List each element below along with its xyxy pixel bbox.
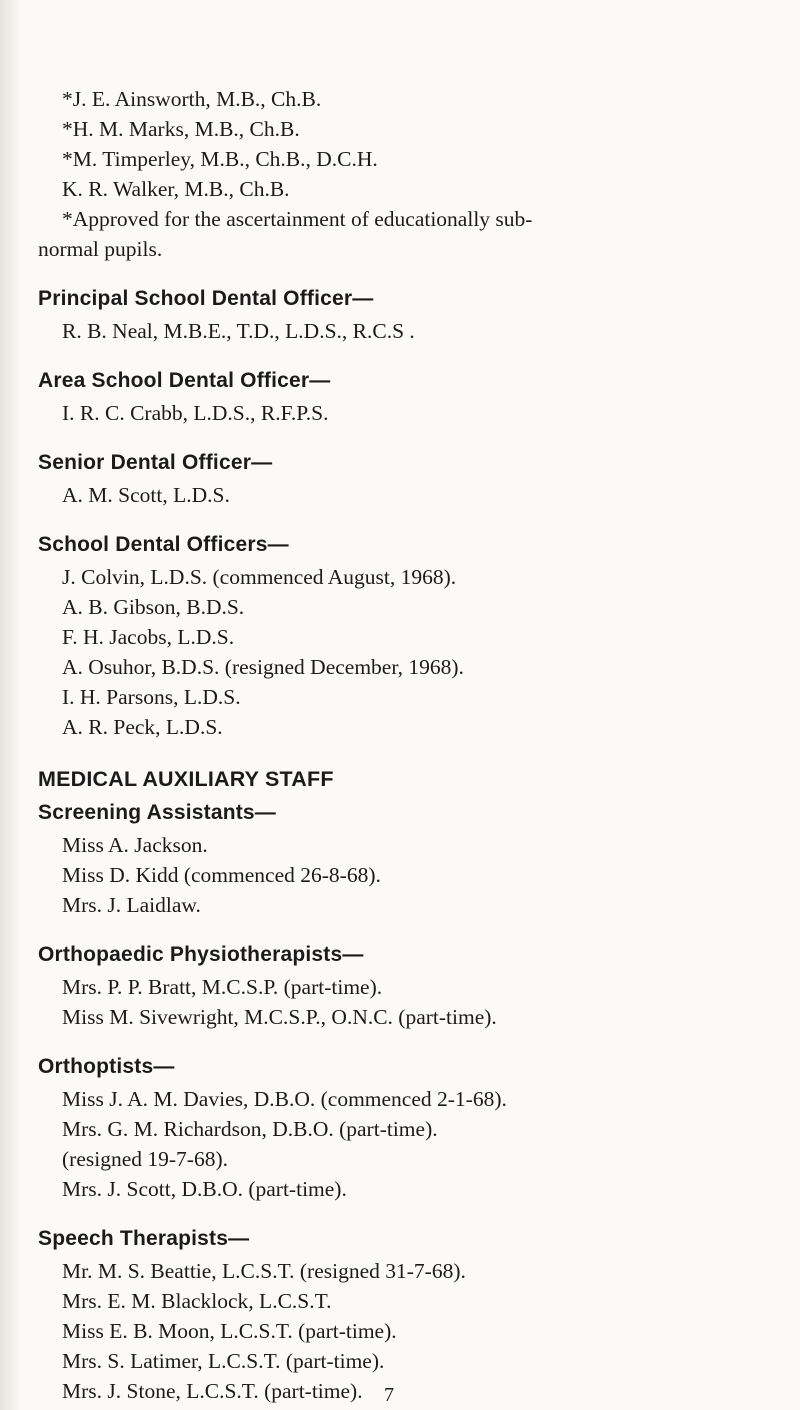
list-item: A. R. Peck, L.D.S. bbox=[62, 715, 223, 739]
page-number: 7 bbox=[384, 1384, 394, 1406]
list-item: R. B. Neal, M.B.E., T.D., L.D.S., R.C.S . bbox=[62, 319, 415, 343]
list-item: F. H. Jacobs, L.D.S. bbox=[62, 625, 235, 649]
list-item: K. R. Walker, M.B., Ch.B. bbox=[62, 177, 290, 201]
list-item: A. B. Gibson, B.D.S. bbox=[62, 595, 245, 619]
section-heading-senior-dental: Senior Dental Officer— bbox=[38, 451, 273, 474]
footnote-line: *Approved for the ascertainment of educationally sub- bbox=[62, 207, 533, 231]
section-heading-school-dental: School Dental Officers— bbox=[38, 533, 289, 556]
list-item: A. M. Scott, L.D.S. bbox=[62, 483, 230, 507]
list-item: A. Osuhor, B.D.S. (resigned December, 1968). bbox=[62, 655, 464, 679]
list-item: Mr. M. S. Beattie, L.C.S.T. (resigned 31-7-68). bbox=[62, 1259, 466, 1283]
section-heading-orthopaedic: Orthopaedic Physiotherapists— bbox=[38, 943, 364, 966]
list-item-continuation: (resigned 19-7-68). bbox=[62, 1147, 228, 1171]
list-item: Mrs. J. Laidlaw. bbox=[62, 893, 201, 917]
section-heading-orthoptists: Orthoptists— bbox=[38, 1055, 175, 1078]
section-heading-area-dental: Area School Dental Officer— bbox=[38, 369, 331, 392]
list-item: Mrs. P. P. Bratt, M.C.S.P. (part-time). bbox=[62, 975, 383, 999]
list-item: I. R. C. Crabb, L.D.S., R.F.P.S. bbox=[62, 401, 329, 425]
section-heading-principal-dental: Principal School Dental Officer— bbox=[38, 287, 374, 310]
list-item: *H. M. Marks, M.B., Ch.B. bbox=[62, 117, 300, 141]
list-item: Mrs. S. Latimer, L.C.S.T. (part-time). bbox=[62, 1349, 385, 1373]
list-item: Miss E. B. Moon, L.C.S.T. (part-time). bbox=[62, 1319, 397, 1343]
section-title-medical-auxiliary: MEDICAL AUXILIARY STAFF bbox=[38, 767, 334, 791]
list-item: Miss M. Sivewright, M.C.S.P., O.N.C. (part-time). bbox=[62, 1005, 497, 1029]
list-item: Miss D. Kidd (commenced 26-8-68). bbox=[62, 863, 381, 887]
list-item: Mrs. J. Scott, D.B.O. (part-time). bbox=[62, 1177, 347, 1201]
list-item: J. Colvin, L.D.S. (commenced August, 1968). bbox=[62, 565, 457, 589]
list-item: Mrs. G. M. Richardson, D.B.O. (part-time). bbox=[62, 1117, 438, 1141]
footnote-line: normal pupils. bbox=[38, 237, 163, 261]
list-item: *M. Timperley, M.B., Ch.B., D.C.H. bbox=[62, 147, 378, 171]
list-item: Mrs. E. M. Blacklock, L.C.S.T. bbox=[62, 1289, 332, 1313]
section-heading-speech: Speech Therapists— bbox=[38, 1227, 250, 1250]
list-item: Mrs. J. Stone, L.C.S.T. (part-time). bbox=[62, 1379, 363, 1403]
list-item: Miss J. A. M. Davies, D.B.O. (commenced 2-1-68). bbox=[62, 1087, 507, 1111]
section-heading-screening: Screening Assistants— bbox=[38, 801, 276, 824]
list-item: I. H. Parsons, L.D.S. bbox=[62, 685, 241, 709]
scan-edge-shadow bbox=[0, 0, 22, 1410]
list-item: Miss A. Jackson. bbox=[62, 833, 208, 857]
list-item: *J. E. Ainsworth, M.B., Ch.B. bbox=[62, 87, 322, 111]
